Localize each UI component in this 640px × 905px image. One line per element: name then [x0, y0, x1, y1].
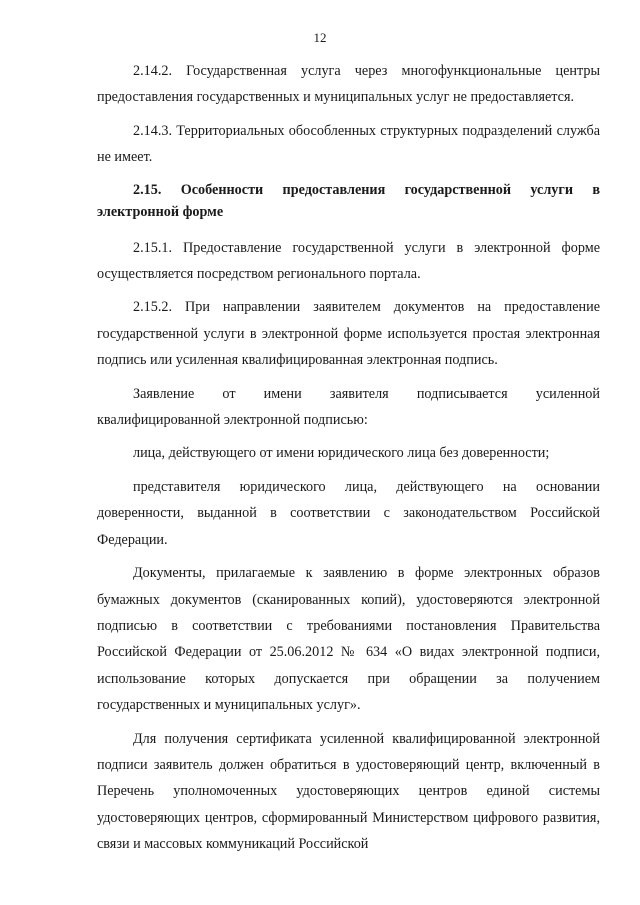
- section-heading-2-15: 2.15. Особенности предоставления государственной услуги в электронной форме: [97, 181, 600, 220]
- paragraph-person-without-power-of-attorney: лица, действующего от имени юридического лица без доверенности;: [133, 445, 550, 462]
- document-body: [97, 58, 600, 865]
- paragraph-2-14-2: 2.14.2. Государственная услуга через многофункциональные центры предоставления государственных и муниципальных услуг не предоставляется.: [97, 63, 600, 106]
- page-number: 12: [313, 30, 327, 45]
- paragraph-certificate: Для получения сертификата усиленной квалифицированной электронной подписи заявитель должен обратиться в удостоверяющий центр, включенный в Перечень уполномоченных удостоверяющих центров единой системы удостоверяющих центров, сформированный Министерством цифрового развития, связи и массовых коммуникаций Российской: [97, 730, 600, 853]
- paragraph-2-15-1: 2.15.1. Предоставление государственной услуги в электронной форме осуществляется посредством регионального портала.: [97, 239, 600, 283]
- paragraph-2-14-3: 2.14.3. Территориальных обособленных структурных подразделений служба не имеет.: [97, 122, 600, 166]
- paragraph-attached-documents: Документы, прилагаемые к заявлению в форме электронных образов бумажных документов (сканированных копий), удостоверяются электронной подписью в соответствии с требованиями постановления Правительства Российской Федерации от 25.06.2012 № 634 «О видах электронной подписи, использование которых допускается при обращении за получением государственных и муниципальных услуг».: [97, 565, 600, 714]
- paragraph-2-15-2: 2.15.2. При направлении заявителем документов на предоставление государственной услуги в электронной форме используется простая электронная подпись или усиленная квалифицированная электронная подпись.: [97, 299, 600, 369]
- paragraph-application-signing: Заявление от имени заявителя подписывается усиленной квалифицированной электронной подписью:: [97, 385, 600, 429]
- paragraph-representative: представителя юридического лица, действующего на основании доверенности, выданной в соответствии с законодательством Российской Федерации.: [97, 478, 600, 548]
